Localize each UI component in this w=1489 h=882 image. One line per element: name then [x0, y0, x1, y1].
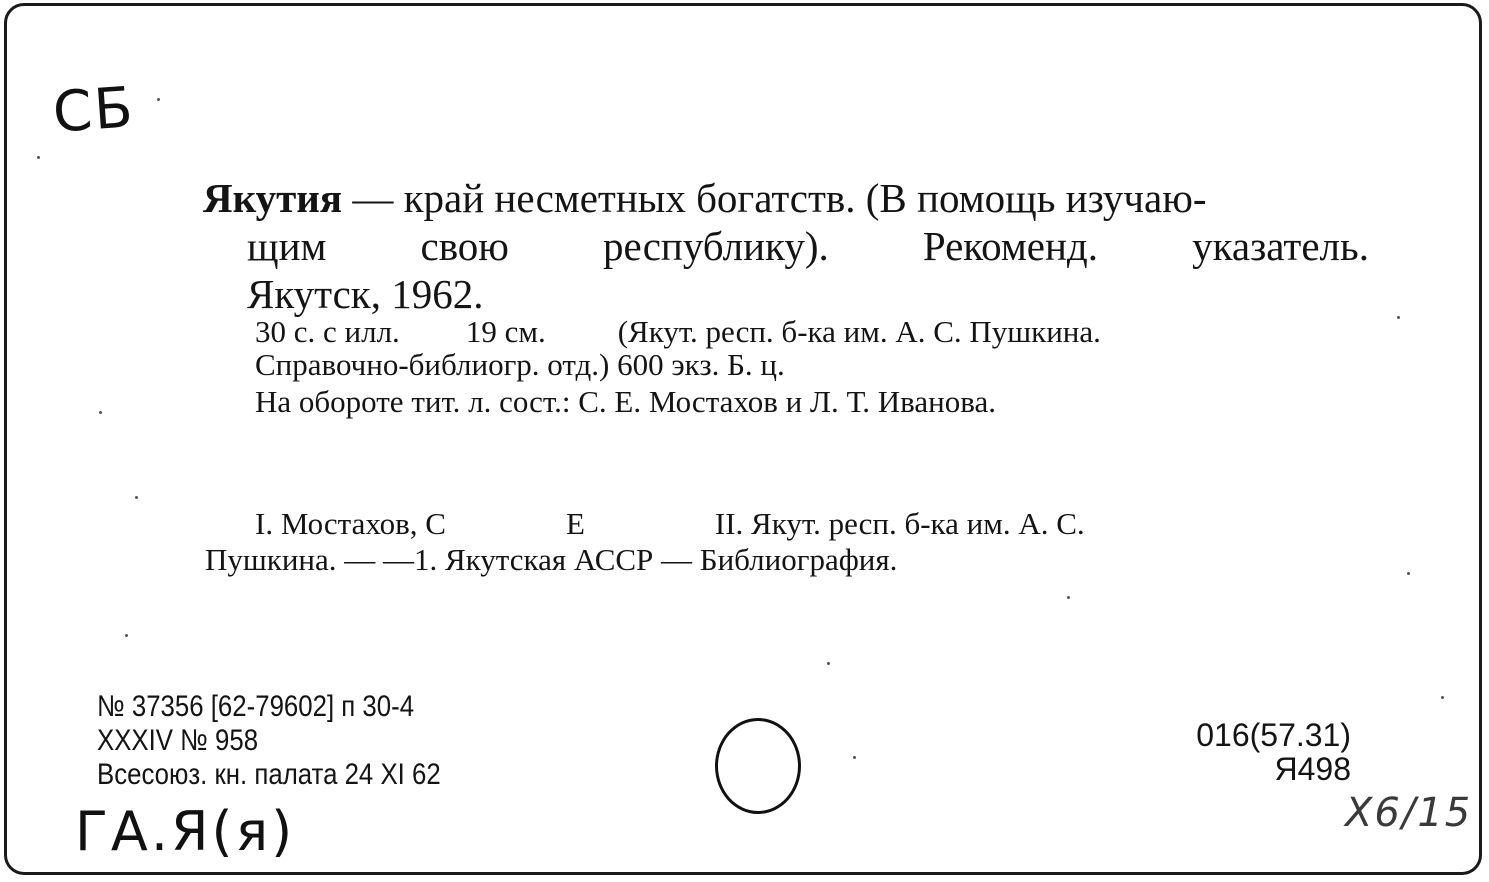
- tracing-line-1: [255, 506, 1085, 542]
- collation-pages: 30 с. с илл.: [255, 314, 400, 349]
- speck: [1397, 316, 1400, 319]
- handwritten-bottom-note: ГА.Я(я): [75, 800, 296, 863]
- tracing-a: I. Мостахов, С: [255, 506, 446, 541]
- title-word: указатель.: [1192, 223, 1369, 269]
- speck: [853, 756, 856, 759]
- collation-line-2: Справочно-библиогр. отд.) 600 экз. Б. ц.: [255, 347, 785, 382]
- tracing-c: II. Якут. респ. б-ка им. А. С.: [714, 506, 1085, 541]
- classification-number: 016(57.31): [1196, 717, 1351, 753]
- registration-series: XXXIV № 958: [97, 724, 259, 757]
- title-line-1: [203, 174, 1207, 222]
- speck: [135, 496, 138, 499]
- title-line-2: [247, 222, 1369, 270]
- publisher-line: Всесоюз. кн. палата 24 XI 62: [97, 758, 441, 791]
- title-word: Рекоменд.: [922, 223, 1099, 269]
- collation-line-3: На обороте тит. л. сост.: С. Е. Мостахов и Л. Т. Иванова.: [255, 384, 996, 419]
- handwritten-corner-note: Х6/15: [1345, 790, 1473, 836]
- author-mark: Я498: [1274, 751, 1351, 787]
- registration-number: № 37356 [62-79602] п 30-4: [97, 690, 415, 723]
- speck: [827, 662, 830, 665]
- title-rest: — край несметных богатств. (В помощь изучаю-: [342, 175, 1207, 221]
- speck: [1441, 696, 1444, 699]
- tracing-line-2: Пушкина. — —1. Якутская АССР — Библиография.: [205, 542, 898, 577]
- title-word: свою: [420, 223, 509, 269]
- title-word: щим: [247, 223, 327, 269]
- handwritten-top-note: СБ: [50, 75, 137, 146]
- collation-line-1: [255, 314, 1101, 350]
- title-bold: Якутия: [203, 175, 343, 221]
- speck: [1067, 596, 1070, 599]
- speck: [157, 98, 160, 101]
- punch-hole: [715, 718, 801, 814]
- speck: [125, 634, 128, 637]
- speck: [37, 156, 40, 159]
- tracing-b: Е: [565, 506, 585, 541]
- title-line-3: Якутск, 1962.: [247, 271, 484, 317]
- speck: [99, 411, 102, 414]
- speck: [1407, 572, 1410, 575]
- collation-series: (Якут. респ. б-ка им. А. С. Пушкина.: [617, 314, 1101, 349]
- catalog-card: [4, 3, 1482, 875]
- title-word: республику).: [602, 223, 829, 269]
- collation-size: 19 см.: [465, 314, 546, 349]
